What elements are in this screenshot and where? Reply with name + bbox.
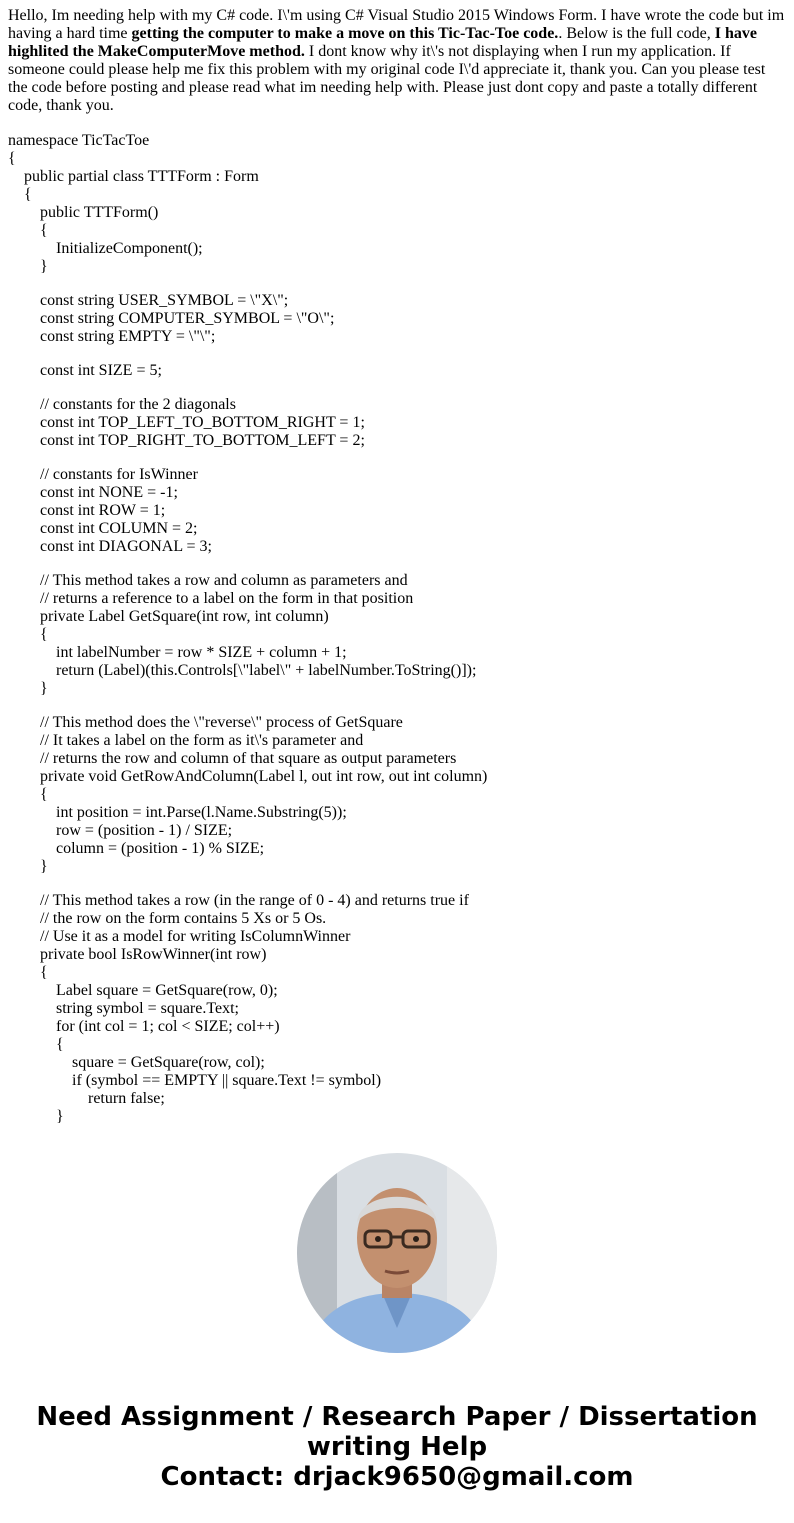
cta-line-2: writing Help: [306, 1432, 488, 1462]
code-line: return false;: [8, 1090, 165, 1107]
code-line: private Label GetSquare(int row, int column): [8, 608, 329, 625]
code-line: private void GetRowAndColumn(Label l, out int row, out int column): [8, 768, 488, 785]
code-blank-line: [8, 698, 788, 714]
code-line: const int ROW = 1;: [8, 502, 166, 519]
code-line: // returns a reference to a label on the form in that position: [8, 590, 414, 607]
code-line: const string COMPUTER_SYMBOL = \"O\";: [8, 310, 335, 327]
code-line: }: [8, 1108, 64, 1125]
code-line: {: [8, 626, 48, 643]
code-line: square = GetSquare(row, col);: [8, 1054, 265, 1071]
intro-part-1: Hello, Im needing help with my C# code. I\'m using C# Visual Studio 2015 Windows Form. I have wrote the code but im having a hard time: [8, 7, 785, 42]
code-line: private bool IsRowWinner(int row): [8, 946, 267, 963]
author-avatar: [297, 1153, 497, 1353]
contact-banner: [0, 1402, 794, 1492]
code-line: }: [8, 858, 48, 875]
code-line: if (symbol == EMPTY || square.Text != symbol): [8, 1072, 382, 1089]
code-line: {: [8, 150, 16, 167]
code-line: {: [8, 1036, 64, 1053]
code-line: return (Label)(this.Controls[\"label\" + labelNumber.ToString()]);: [8, 662, 477, 679]
code-line: string symbol = square.Text;: [8, 1000, 239, 1017]
code-line: int position = int.Parse(l.Name.Substring(5));: [8, 804, 347, 821]
code-line: const int TOP_LEFT_TO_BOTTOM_RIGHT = 1;: [8, 414, 365, 431]
code-line: const int COLUMN = 2;: [8, 520, 198, 537]
code-line: // It takes a label on the form as it\'s parameter and: [8, 732, 364, 749]
code-blank-line: [8, 556, 788, 572]
code-blank-line: [8, 450, 788, 466]
code-line: InitializeComponent();: [8, 240, 203, 257]
code-line: // the row on the form contains 5 Xs or 5 Os.: [8, 910, 327, 927]
code-line: public partial class TTTForm : Form: [8, 168, 259, 185]
code-blank-line: [8, 276, 788, 292]
code-line: const int SIZE = 5;: [8, 362, 162, 379]
code-line: const string EMPTY = \"\";: [8, 328, 216, 345]
code-blank-line: [8, 346, 788, 362]
code-line: {: [8, 786, 48, 803]
cta-line-1: Need Assignment / Research Paper / Dissertation: [36, 1402, 758, 1432]
code-line: for (int col = 1; col < SIZE; col++): [8, 1018, 280, 1035]
code-line: const int NONE = -1;: [8, 484, 178, 501]
cta-line-3: Contact: drjack9650@gmail.com: [160, 1462, 634, 1492]
code-line: // This method takes a row and column as parameters and: [8, 572, 408, 589]
code-line: // Use it as a model for writing IsColumnWinner: [8, 928, 351, 945]
code-line: }: [8, 680, 48, 697]
code-line: row = (position - 1) / SIZE;: [8, 822, 233, 839]
code-line: // constants for the 2 diagonals: [8, 396, 236, 413]
intro-bold-2: I have highlited the MakeComputerMove method.: [8, 25, 757, 60]
code-line: namespace TicTacToe: [8, 132, 150, 149]
code-line: {: [8, 964, 48, 981]
code-block: [8, 132, 788, 1126]
intro-bold-1: getting the computer to make a move on this Tic-Tac-Toe code.: [131, 25, 559, 42]
code-line: public TTTForm(): [8, 204, 159, 221]
code-line: // This method takes a row (in the range of 0 - 4) and returns true if: [8, 892, 469, 909]
intro-part-2: . Below is the full code,: [558, 25, 715, 42]
intro-part-3: I dont know why it\'s not displaying when I run my application. If someone could please help me fix this problem with my original code I\'d appreciate it, thank you. Can you please test the code before posting and please read what im needing help with. Please just dont copy and paste a totally different code, thank you.: [8, 43, 766, 114]
code-line: // returns the row and column of that square as output parameters: [8, 750, 457, 767]
code-line: {: [8, 186, 32, 203]
code-line: const int TOP_RIGHT_TO_BOTTOM_LEFT = 2;: [8, 432, 365, 449]
code-blank-line: [8, 876, 788, 892]
code-line: // constants for IsWinner: [8, 466, 198, 483]
code-line: const string USER_SYMBOL = \"X\";: [8, 292, 289, 309]
code-line: Label square = GetSquare(row, 0);: [8, 982, 278, 999]
code-line: }: [8, 258, 48, 275]
question-text: [8, 7, 788, 115]
code-blank-line: [8, 380, 788, 396]
code-line: const int DIAGONAL = 3;: [8, 538, 212, 555]
code-line: column = (position - 1) % SIZE;: [8, 840, 265, 857]
code-line: {: [8, 222, 48, 239]
code-line: // This method does the \"reverse\" process of GetSquare: [8, 714, 403, 731]
code-line: int labelNumber = row * SIZE + column + 1;: [8, 644, 347, 661]
